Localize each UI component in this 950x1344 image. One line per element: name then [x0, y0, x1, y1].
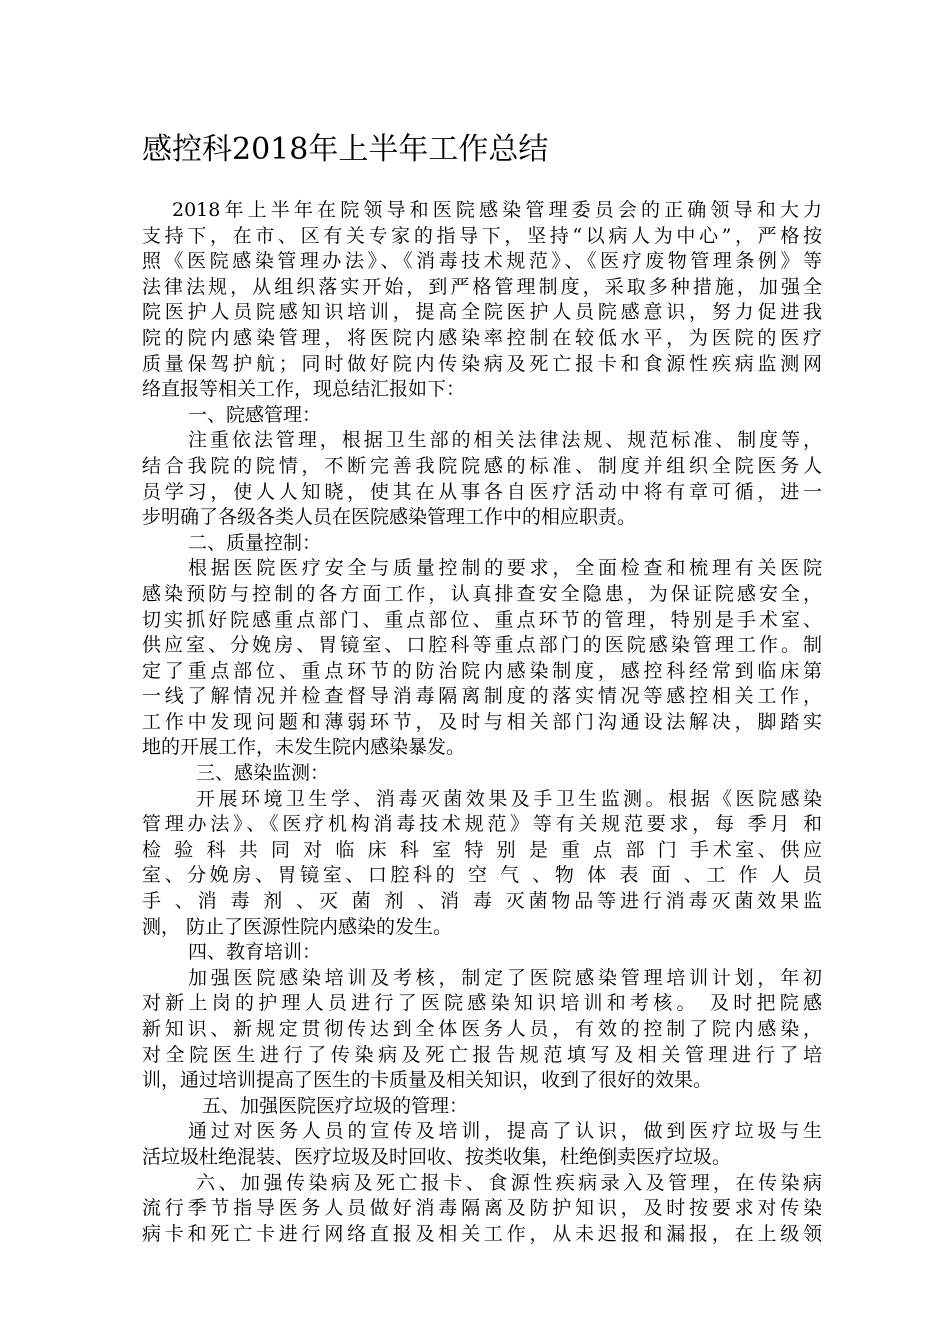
- paragraph-line: 注重依法管理，根据卫生部的相关法律法规、规范标准、制度等，: [188, 429, 822, 452]
- paragraph-line: 室、分娩房、胃镜室、口腔科的 空 气 、物 体 表 面 、工 作 人 员: [142, 864, 822, 887]
- paragraph-line: 定了重点部位、重点环节的防治院内感染制度，感控科经常到临床第: [142, 659, 822, 682]
- section-heading: 二、质量控制：: [188, 531, 322, 554]
- paragraph-line: 一线了解情况并检查督导消毒隔离制度的落实情况等感控相关工作，: [142, 685, 822, 708]
- paragraph-line: 法律法规，从组织落实开始，到严格管理制度，采取多种措施，加强全: [142, 275, 822, 298]
- paragraph-line: 测， 防止了医源性院内感染的发生。: [142, 915, 453, 938]
- paragraph-line: 新知识、新规定贯彻传达到全体医务人员，有效的控制了院内感染，: [142, 1018, 822, 1040]
- paragraph-line: 员学习，使人人知晓，使其在从事各自医疗活动中将有章可循，进一: [142, 480, 822, 503]
- paragraph-line: 工作中发现问题和薄弱环节，及时与相关部门沟通设法解决，脚踏实: [142, 710, 822, 733]
- paragraph-line: 地的开展工作，未发生院内感染暴发。: [142, 736, 466, 759]
- paragraph-line: 流行季节指导医务人员做好消毒隔离及防护知识，及时按要求对传染: [142, 1197, 822, 1220]
- paragraph-line: 2018年上半年在院领导和医院感染管理委员会的正确领导和大力: [172, 199, 822, 221]
- paragraph-line: 院的院内感染管理，将医院内感染率控制在较低水平，为医院的医疗: [142, 326, 822, 349]
- section-heading: 三、感染监测：: [196, 762, 330, 785]
- section-heading: 一、院感管理：: [188, 403, 322, 426]
- paragraph-line: 手 、消 毒 剂 、灭 菌 剂 、消 毒 灭菌物品等进行消毒灭菌效果监: [142, 890, 822, 913]
- paragraph-line: 对全院医生进行了传染病及死亡报告规范填写及相关管理进行了培: [142, 1043, 822, 1066]
- paragraph-line: 感染预防与控制的各方面工作，认真排查安全隐患，为保证院感安全，: [142, 582, 822, 605]
- paragraph-line: 病卡和死亡卡进行网络直报及相关工作，从未迟报和漏报，在上级领: [142, 1222, 822, 1245]
- paragraph-line: 院医护人员院感知识培训，提高全院医护人员院感意识，努力促进我: [142, 301, 822, 324]
- paragraph-line: 训，通过培训提高了医生的卡质量及相关知识，收到了很好的效果。: [142, 1069, 713, 1092]
- paragraph-line: 络直报等相关工作，现总结汇报如下：: [142, 378, 466, 401]
- section-heading: 六、加强传染病及死亡报卡、食源性疾病录入及管理，在传染病: [196, 1171, 822, 1194]
- section-heading: 五、加强医院医疗垃圾的管理：: [202, 1094, 469, 1117]
- document-title: 感控科2018年上半年工作总结: [142, 132, 549, 167]
- paragraph-line: 步明确了各级各类人员在医院感染管理工作中的相应职责。: [142, 506, 637, 529]
- paragraph-line: 根据医院医疗安全与质量控制的要求，全面检查和梳理有关医院: [188, 557, 822, 580]
- paragraph-line: 加强医院感染培训及考核，制定了医院感染管理培训计划，年初: [188, 966, 822, 989]
- paragraph-line: 切实抓好院感重点部门、重点部位、重点环节的管理，特别是手术室、: [142, 608, 822, 631]
- section-heading: 四、教育培训：: [188, 941, 322, 964]
- paragraph-line: 质量保驾护航；同时做好院内传染病及死亡报卡和食源性疾病监测网: [142, 352, 822, 375]
- paragraph-line: 照《医院感染管理办法》、《消毒技术规范》、《医疗废物管理条例》等: [142, 250, 822, 273]
- paragraph-line: 供应室、分娩房、胃镜室、口腔科等重点部门的医院感染管理工作。制: [142, 634, 822, 657]
- paragraph-line: 管理办法》、《医疗机构消毒技术规范》等有关规范要求，每 季月 和: [142, 813, 822, 836]
- paragraph-line: 支持下，在市、区有关专家的指导下，坚持“以病人为中心”，严格按: [142, 224, 822, 247]
- paragraph-line: 对新上岗的护理人员进行了医院感染知识培训和考核。 及时把院感: [142, 992, 822, 1015]
- paragraph-line: 活垃圾杜绝混装、医疗垃圾及时回收、按类收集，杜绝倒卖医疗垃圾。: [142, 1145, 732, 1168]
- paragraph-line: 结合我院的院情，不断完善我院院感的标准、制度并组织全院医务人: [142, 454, 822, 477]
- paragraph-line: 开展环境卫生学、消毒灭菌效果及手卫生监测。根据《医院感染: [196, 787, 822, 810]
- paragraph-line: 通过对医务人员的宣传及培训，提高了认识，做到医疗垃圾与生: [188, 1120, 822, 1143]
- paragraph-line: 检 验 科 共 同 对 临 床 科 室 特 别 是 重 点 部 门 手术室、供应: [142, 838, 822, 861]
- document-body: [142, 198, 822, 1247]
